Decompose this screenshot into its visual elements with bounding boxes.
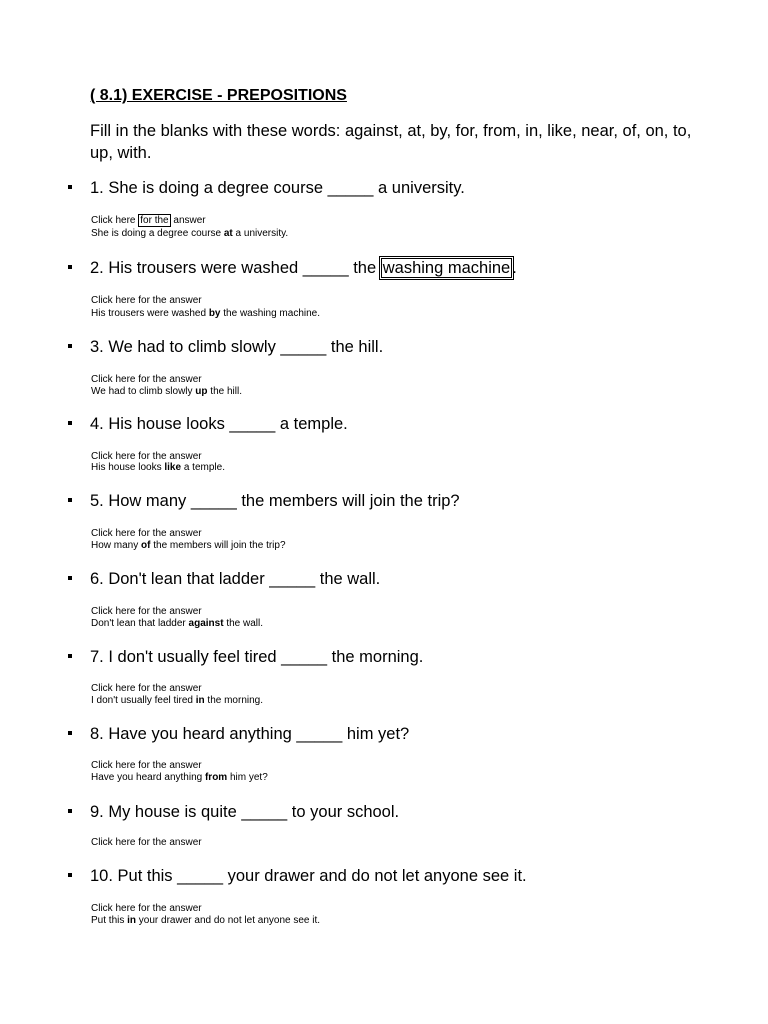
answer-text: His house looks like a temple. xyxy=(91,462,225,473)
highlighted-phrase: washing machine xyxy=(382,259,511,277)
answer-link[interactable]: Click here for the answer xyxy=(91,528,202,539)
question-text: 5. How many _____ the members will join the trip? xyxy=(90,492,460,510)
answer-link[interactable]: Click here for the answer xyxy=(91,760,202,771)
answer-text: His trousers were washed by the washing machine. xyxy=(91,308,321,319)
instructions: Fill in the blanks with these words: against, at, by, for, from, in, like, near, of, on, to, up, with. xyxy=(90,122,692,162)
answer-link[interactable]: Click here for the answer xyxy=(91,683,202,694)
answer-text: How many of the members will join the trip? xyxy=(91,540,286,551)
question-text: 8. Have you heard anything _____ him yet? xyxy=(90,725,410,743)
question-text: 9. My house is quite _____ to your school. xyxy=(90,803,400,821)
question-text: 4. His house looks _____ a temple. xyxy=(90,415,348,433)
answer-text: I don't usually feel tired in the morning. xyxy=(91,695,264,706)
question-text: 3. We had to climb slowly _____ the hill. xyxy=(90,338,384,356)
question-text: 1. She is doing a degree course _____ a university. xyxy=(90,179,465,197)
answer-text: Don't lean that ladder against the wall. xyxy=(91,618,264,629)
bullet-icon xyxy=(68,654,72,658)
answer-text: Have you heard anything from him yet? xyxy=(91,772,268,783)
exercise-title: ( 8.1) EXERCISE - PREPOSITIONS xyxy=(90,87,347,104)
bullet-icon xyxy=(68,344,72,348)
answer-link[interactable]: Click here for the answer xyxy=(91,837,202,848)
bullet-icon xyxy=(68,576,72,580)
answer-link[interactable]: Click here for the answer xyxy=(91,374,202,385)
answer-text: Put this in your drawer and do not let anyone see it. xyxy=(91,915,321,926)
answer-text: We had to climb slowly up the hill. xyxy=(91,386,242,397)
bullet-icon xyxy=(68,873,72,877)
answer-link[interactable]: Click here for the answer xyxy=(91,215,206,226)
answer-link[interactable]: Click here for the answer xyxy=(91,606,202,617)
question-text: 7. I don't usually feel tired _____ the morning. xyxy=(90,648,424,666)
bullet-icon xyxy=(68,185,72,189)
bullet-icon xyxy=(68,809,72,813)
answer-link[interactable]: Click here for the answer xyxy=(91,295,202,306)
answer-text: She is doing a degree course at a university. xyxy=(91,228,289,239)
bullet-icon xyxy=(68,731,72,735)
question-text: 10. Put this _____ your drawer and do not let anyone see it. xyxy=(90,867,527,885)
bullet-icon xyxy=(68,265,72,269)
bullet-icon xyxy=(68,498,72,502)
answer-link[interactable]: Click here for the answer xyxy=(91,451,202,462)
answer-link[interactable]: Click here for the answer xyxy=(91,903,202,914)
bullet-icon xyxy=(68,421,72,425)
question-text: 2. His trousers were washed _____ the washing machine . xyxy=(90,259,517,277)
question-text: 6. Don't lean that ladder _____ the wall. xyxy=(90,570,381,588)
